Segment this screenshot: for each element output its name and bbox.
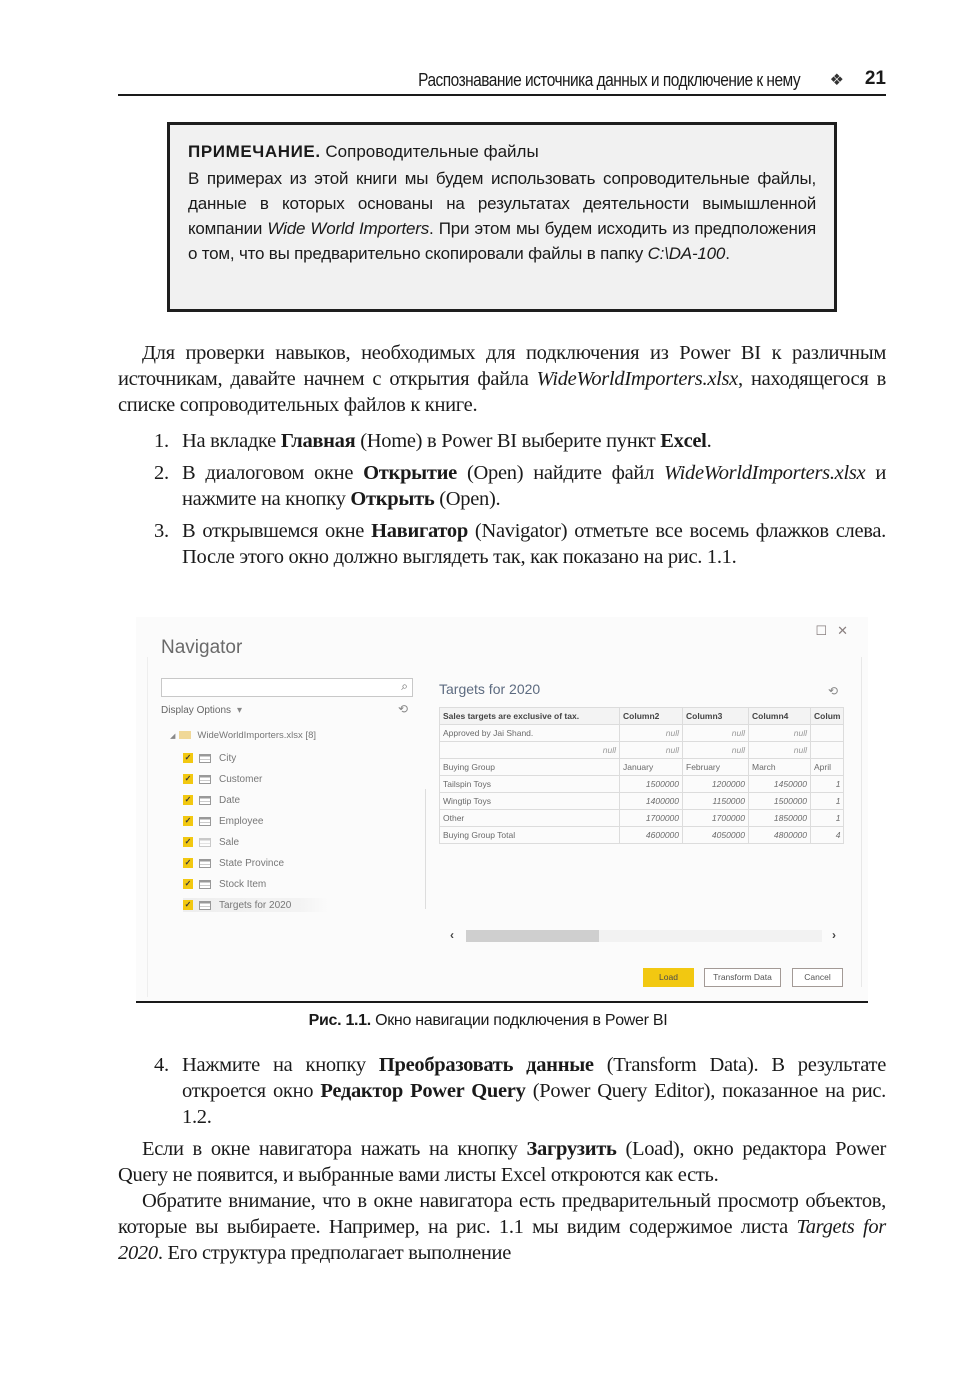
table-icon <box>199 775 211 784</box>
column-header: Colum <box>811 708 844 725</box>
column-header: Column4 <box>749 708 811 725</box>
table-icon <box>199 754 211 763</box>
steps-list <box>118 428 886 570</box>
maximize-icon[interactable]: ☐ <box>815 623 838 638</box>
tree-item-customer[interactable]: ✓ Customer <box>184 773 263 785</box>
note-heading <box>188 139 816 164</box>
table-header-row <box>440 708 844 725</box>
table-icon <box>199 859 211 868</box>
column-header: Column3 <box>683 708 749 725</box>
chevron-down-icon: ▾ <box>237 705 243 716</box>
steps-list-continued <box>118 1052 886 1130</box>
tree-item-date[interactable]: ✓ Date <box>184 794 241 806</box>
checkbox-checked[interactable]: ✓ <box>184 837 192 846</box>
figure-caption: Рис. 1.1. Окно навигации подключения в Power BI <box>308 1012 668 1029</box>
tree-item-sale[interactable]: ✓ Sale <box>184 836 240 848</box>
file-name: WideWorldImporters.xlsx <box>536 368 738 390</box>
scroll-thumb[interactable] <box>466 930 599 942</box>
preview-paragraph: Обратите внимание, что в окне навигатора есть предварительный просмотр объектов, которые вы выбираете. Например, на рис. 1.1 мы видим содержимое листа Targets for 2020. Его структура предполагает выполнение <box>118 1190 886 1264</box>
body-text-lower <box>118 1052 886 1266</box>
search-input[interactable] <box>161 678 413 697</box>
table-icon <box>199 838 211 847</box>
display-options-dropdown[interactable]: Display Options ▾ <box>161 705 243 716</box>
intro-paragraph: Для проверки навыков, необходимых для подключения из Power BI к различным источникам, давайте начнем с открытия файла WideWorldImporters.xlsx, находящегося в списке сопроводительных файлов к книге. <box>118 342 886 416</box>
left-border <box>147 657 148 997</box>
figure-label: Рис. 1.1. <box>308 1012 371 1029</box>
table-icon <box>199 880 211 889</box>
checkbox-checked[interactable]: ✓ <box>184 816 192 825</box>
preview-refresh-icon[interactable]: ⟲ <box>828 684 839 698</box>
preview-vertical-scrollbar[interactable] <box>861 657 862 987</box>
tree-item-employee[interactable]: ✓ Employee <box>184 815 264 827</box>
tree-item-city[interactable]: ✓ City <box>184 752 237 764</box>
running-title: Распознавание источника данных и подключение к нему <box>418 70 800 90</box>
checkbox-checked[interactable]: ✓ <box>184 858 192 867</box>
checkbox-checked[interactable]: ✓ <box>184 753 192 762</box>
table-icon <box>199 901 211 910</box>
tree-item-state-province[interactable]: ✓ State Province <box>184 857 285 869</box>
checkbox-checked[interactable]: ✓ <box>184 774 192 783</box>
scroll-left-icon[interactable]: ‹ <box>450 928 454 942</box>
horizontal-scrollbar[interactable] <box>448 928 836 942</box>
note-text: В примерах из этой книги мы будем использовать сопроводительные файлы, данные в которых основаны на результатах деятельности вымышленной компании Wide World Importers. При этом мы будем исходить из предположения о том, что вы предварительно скопировали файлы в папку C:\DA-100. <box>188 169 817 263</box>
tree-root-file[interactable]: ◢ WideWorldImporters.xlsx [8] <box>170 730 316 741</box>
column-header: Sales targets are exclusive of tax. <box>440 708 620 725</box>
expand-triangle-icon[interactable]: ◢ <box>170 733 176 740</box>
step-item: 4. Нажмите на кнопку Преобразовать данные (Transform Data). В результате откроется окно Редактор Power Query (Power Query Editor), показанное на рис. 1.2. <box>154 1054 887 1128</box>
tree-item-targets-2020[interactable]: ✓ Targets for 2020 <box>183 898 328 912</box>
tree-item-stock-item[interactable]: ✓ Stock Item <box>184 878 267 890</box>
table-icon <box>199 817 211 826</box>
step-item: 3. В открывшемся окне Навигатор (Navigator) отметьте все восемь флажков слева. После этого окно должно выглядеть так, как показано на рис. 1.1. <box>154 520 886 568</box>
folder-icon <box>179 731 191 739</box>
transform-data-button[interactable]: Transform Data <box>704 968 781 987</box>
page-number: 21 <box>864 68 886 89</box>
window-controls <box>815 623 858 639</box>
note-box <box>167 122 837 312</box>
navigator-screenshot <box>136 617 868 1003</box>
checkbox-checked[interactable]: ✓ <box>184 879 192 888</box>
body-text-upper <box>118 340 886 576</box>
table-row: Approved by Jai Shand. null null null <box>440 725 844 742</box>
folder-path: C:\DA-100 <box>647 244 726 263</box>
scroll-right-icon[interactable]: › <box>832 928 836 942</box>
note-label: ПРИМЕЧАНИЕ. <box>188 142 321 161</box>
column-header: Column2 <box>620 708 683 725</box>
checkbox-checked[interactable]: ✓ <box>184 900 192 909</box>
preview-table <box>439 707 844 844</box>
table-row: null null null null <box>440 742 844 759</box>
close-icon[interactable]: ✕ <box>837 623 858 638</box>
table-row: Tailspin Toys 1500000 1200000 1450000 1 <box>440 776 844 793</box>
ornament-icon: ❖ <box>829 72 844 89</box>
step-item: 2. В диалоговом окне Открытие (Open) найдите файл WideWorldImporters.xlsx и нажмите на кнопку Открыть (Open). <box>154 462 887 510</box>
search-icon[interactable]: ⌕ <box>401 679 408 693</box>
table-row: Buying Group Total 4600000 4050000 4800000 4 <box>440 827 844 844</box>
load-button[interactable]: Load <box>643 968 694 987</box>
preview-title: Targets for 2020 <box>439 681 541 697</box>
table-row: Other 1700000 1700000 1850000 1 <box>440 810 844 827</box>
load-paragraph: Если в окне навигатора нажать на кнопку Загрузить (Load), окно редактора Power Query не появится, и выбранные вами листы Excel откроются как есть. <box>118 1138 886 1186</box>
running-header <box>118 66 886 96</box>
sidebar-scrollbar[interactable] <box>425 789 426 909</box>
refresh-icon[interactable]: ⟲ <box>398 702 409 716</box>
navigator-title: Navigator <box>161 637 243 658</box>
table-icon <box>199 796 211 805</box>
cancel-button[interactable]: Cancel <box>792 968 843 987</box>
checkbox-checked[interactable]: ✓ <box>184 795 192 804</box>
table-row: Buying Group January February March April <box>440 759 844 776</box>
table-row: Wingtip Toys 1400000 1150000 1500000 1 <box>440 793 844 810</box>
step-item: 1. На вкладке Главная (Home) в Power BI выберите пункт Excel. <box>154 430 712 452</box>
note-title: Сопроводительные файлы <box>320 142 539 161</box>
company-name: Wide World Importers <box>267 219 429 238</box>
